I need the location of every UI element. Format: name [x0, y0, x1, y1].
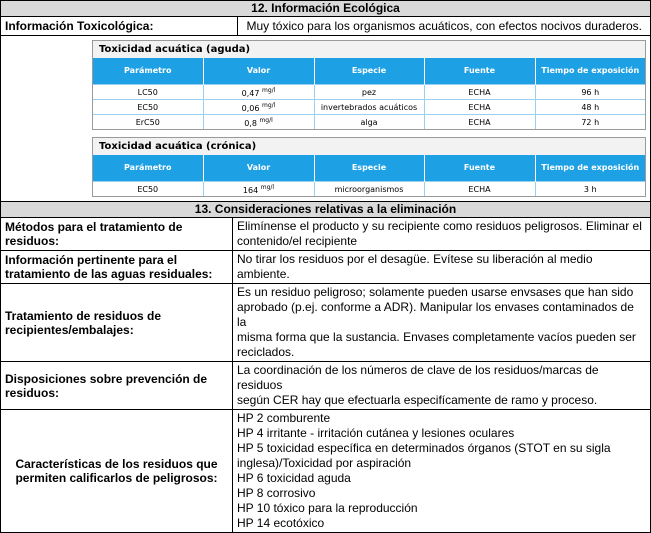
exposure-time-cell: 96 h — [535, 85, 645, 100]
source-cell: ECHA — [424, 100, 535, 115]
unit-label: mg/l — [260, 183, 275, 191]
disposal-label: Métodos para el tratamiento de residuos: — [1, 218, 233, 250]
acute-toxicity-box — [92, 40, 646, 130]
toxicological-info-value: Muy tóxico para los organismos acuáticos, con efectos nocivos duraderos. — [246, 19, 642, 33]
disposal-row — [1, 218, 650, 251]
disposal-row — [1, 410, 650, 533]
disposal-line: HP 10 tóxico para la reproducción — [237, 501, 418, 515]
disposal-line: contenido/el recipiente — [237, 234, 358, 248]
disposal-line: HP 14 ecotóxico — [237, 516, 325, 530]
disposal-line: reciclados. — [237, 345, 295, 359]
disposal-value — [233, 218, 650, 250]
disposal-row — [1, 251, 650, 284]
disposal-line: misma forma que la sustancia. Envases completamente vacíos pueden ser — [237, 330, 636, 344]
exposure-time-cell: 72 h — [535, 115, 645, 130]
column-header: Valor — [203, 155, 314, 182]
column-header: Especie — [314, 155, 424, 182]
column-header: Fuente — [424, 155, 535, 182]
species-cell: invertebrados acuáticos — [314, 100, 424, 115]
acute-toxicity-title: Toxicidad acuática (aguda) — [99, 44, 251, 55]
disposal-line: Elimínense el producto y su recipiente como residuos peligrosos. Eliminar el — [237, 219, 642, 233]
table-row — [93, 85, 645, 100]
toxicological-info-label: Información Toxicológica: — [1, 17, 238, 35]
value-cell: 0,47 $^{mg/l}$ — [203, 85, 314, 100]
disposal-label: Características de los residuos que permiten calificarlos de peligrosos: — [1, 410, 233, 532]
disposal-value — [233, 362, 650, 409]
disposal-line: No tirar los residuos por el desagüe. Evítese su liberación al medio ambiente. — [237, 252, 593, 281]
value-cell: 0,8 $^{mg/l}$ — [203, 115, 314, 130]
disposal-line: HP 4 irritante - irritación cutánea y lesiones oculares — [237, 426, 515, 440]
species-cell: alga — [314, 115, 424, 130]
disposal-line: HP 8 corrosivo — [237, 486, 316, 500]
column-header: Tiempo de exposición — [535, 155, 645, 182]
section-12-title: 12. Información Ecológica — [1, 1, 650, 17]
column-header: Parámetro — [93, 155, 203, 182]
chronic-toxicity-table — [93, 155, 645, 196]
disposal-label: Disposiciones sobre prevención de residuos: — [1, 362, 233, 409]
column-header: Valor — [203, 58, 314, 85]
disposal-value — [233, 284, 650, 361]
exposure-time-cell: 48 h — [535, 100, 645, 115]
value-cell: 164 $^{mg/l}$ — [203, 182, 314, 197]
column-header: Especie — [314, 58, 424, 85]
disposal-line: HP 5 toxicidad específica en determinados órganos (STOT en su sigla — [237, 441, 611, 455]
species-cell: pez — [314, 85, 424, 100]
disposal-line: según CER hay que efectuarla especifícamente de ramo y proceso. — [237, 393, 598, 407]
column-header: Tiempo de exposición — [535, 58, 645, 85]
disposal-value — [233, 251, 650, 283]
disposal-line: aprobado (p.ej. conforme a ADR). Manipular los envases contaminados de la — [237, 300, 634, 329]
table-row — [93, 182, 645, 197]
chronic-toxicity-title: Toxicidad acuática (crónica) — [99, 141, 257, 152]
section-13-title: 13. Consideraciones relativas a la eliminación — [1, 202, 650, 218]
parameter-cell: EC50 — [93, 182, 203, 197]
source-cell: ECHA — [424, 115, 535, 130]
exposure-time-cell: 3 h — [535, 182, 645, 197]
table-row — [93, 115, 645, 130]
parameter-cell: EC50 — [93, 100, 203, 115]
table-row — [93, 100, 645, 115]
disposal-line: Es un residuo peligroso; solamente pueden usarse envsases que han sido — [237, 285, 634, 299]
disposal-row — [1, 284, 650, 362]
parameter-cell: ErC50 — [93, 115, 203, 130]
disposal-line: HP 6 toxicidad aguda — [237, 471, 351, 485]
source-cell: ECHA — [424, 85, 535, 100]
chronic-toxicity-box — [92, 137, 646, 197]
column-header: Fuente — [424, 58, 535, 85]
unit-label: mg/l — [259, 116, 273, 124]
disposal-line: HP 2 comburente — [237, 411, 331, 425]
disposal-label: Información pertinente para el tratamiento de las aguas residuales: — [1, 251, 233, 283]
disposal-value — [233, 410, 650, 532]
toxicological-info-row — [1, 17, 650, 36]
unit-label: mg/l — [262, 86, 276, 94]
unit-label: mg/l — [262, 101, 276, 109]
value-cell: 0,06 $^{mg/l}$ — [203, 100, 314, 115]
species-cell: microorganismos — [314, 182, 424, 197]
acute-toxicity-table — [93, 58, 645, 129]
disposal-line: inglesa)/Toxicidad por aspiración — [237, 456, 412, 470]
column-header: Parámetro — [93, 58, 203, 85]
disposal-row — [1, 362, 650, 410]
disposal-label: Tratamiento de residuos de recipientes/embalajes: — [1, 284, 233, 361]
disposal-line: La coordinación de los números de clave de los residuos/marcas de residuos — [237, 363, 599, 392]
parameter-cell: LC50 — [93, 85, 203, 100]
source-cell: ECHA — [424, 182, 535, 197]
